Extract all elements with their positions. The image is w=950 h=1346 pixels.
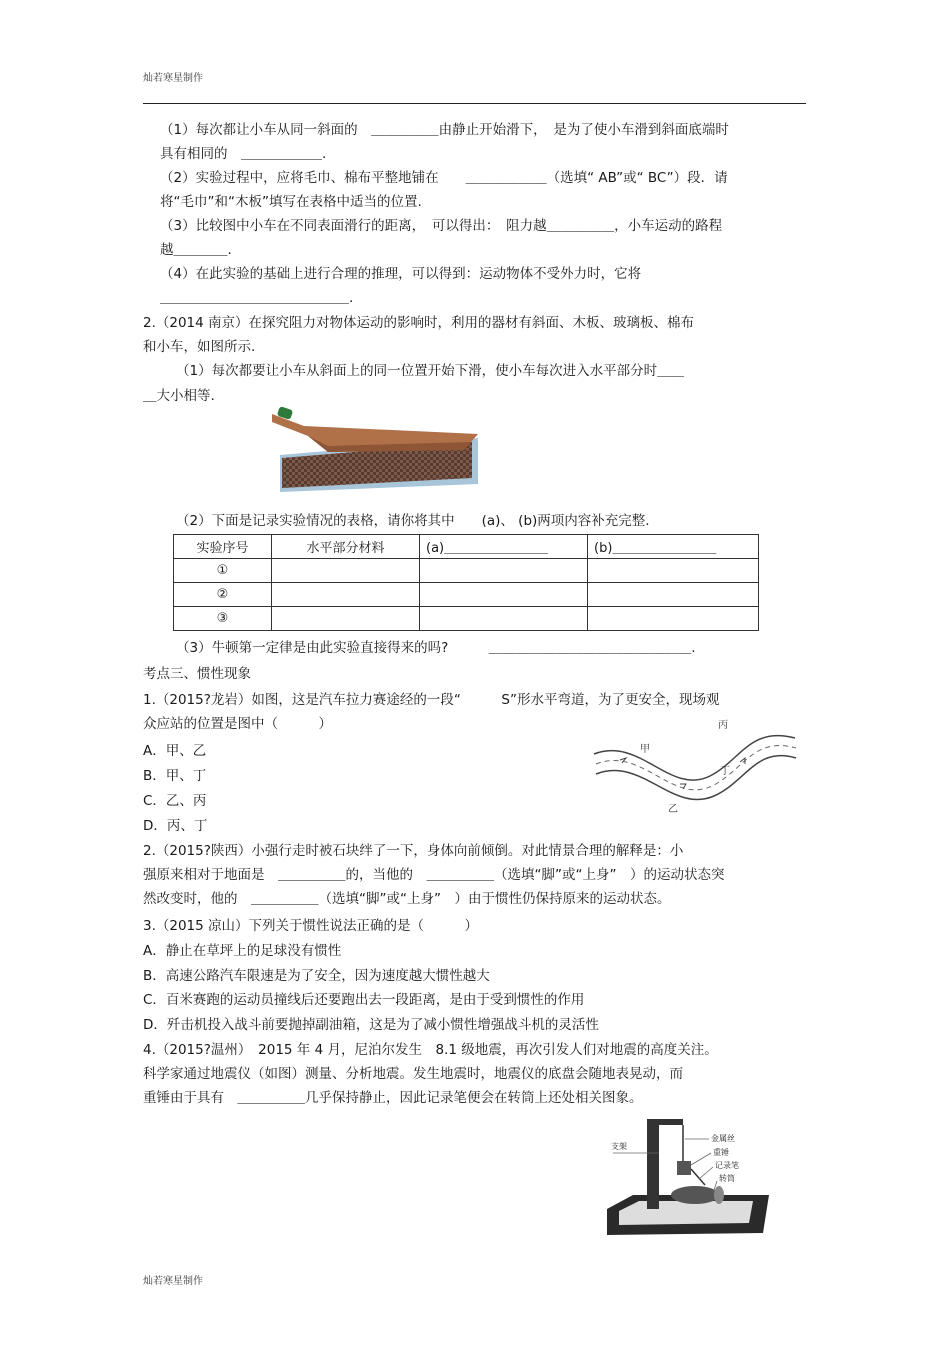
figure-label: 记录笔 [715,1161,739,1170]
text-line: 2.（2014 南京）在探究阻力对物体运动的影响时，利用的器材有斜面、木板、玻璃板、棉布 [143,315,695,331]
table-row [174,559,759,583]
text-line: ＿＿＿＿＿＿＿＿＿＿＿＿＿＿. [160,290,354,306]
text-line: 然改变时，他的 ＿＿＿＿＿（选填“脚”或“上身” ）由于惯性仍保持原来的运动状态。 [143,891,671,907]
option-b: B．甲、丁 [143,768,207,784]
s-curve-track-figure [590,716,800,816]
figure-label: 转筒 [719,1174,735,1183]
table-header-cell: 水平部分材料 [272,535,420,559]
page-header: 灿若寒星制作 [143,73,203,84]
text-line: 重锤由于具有 ＿＿＿＿＿几乎保持静止，因此记录笔便会在转筒上还处相关图象。 [143,1090,643,1106]
table-header-cell: (b)＿＿＿＿＿＿＿＿ [588,535,759,559]
option-c: C．乙、丙 [143,793,207,809]
table-cell[interactable] [272,607,420,631]
text-line: 3.（2015 凉山）下列关于惯性说法正确的是（ ） [143,918,479,934]
text-line: 2.（2015?陕西）小强行走时被石块绊了一下，身体向前倾倒。对此情景合理的解释是：小 [143,843,684,859]
table-header-cell: (a)＿＿＿＿＿＿＿＿ [420,535,588,559]
ramp-figure [268,400,484,500]
table-cell[interactable] [272,559,420,583]
table-cell: ① [174,559,272,583]
text-line: 越＿＿＿＿. [160,242,232,258]
figure-label: 重锤 [713,1148,729,1157]
page-footer: 灿若寒星制作 [143,1276,203,1287]
text-line: （3）比较图中小车在不同表面滑行的距离， 可以得出： 阻力越＿＿＿＿＿，小车运动的路程 [160,218,723,234]
text-line: 科学家通过地震仪（如图）测量、分析地震。发生地震时，地震仪的底盘会随地表晃动，而 [143,1066,683,1082]
text-line: （3）牛顿第一定律是由此实验直接得来的吗? ＿＿＿＿＿＿＿＿＿＿＿＿＿＿＿. [176,640,696,656]
text-line: 强原来相对于地面是 ＿＿＿＿＿的，当他的 ＿＿＿＿＿（选填“脚”或“上身” ）的运动状态突 [143,867,725,883]
table-cell[interactable] [588,583,759,607]
figure-label: 金属丝 [711,1134,735,1143]
table-cell[interactable] [588,559,759,583]
text-line: ＿大小相等. [143,388,215,404]
text-line: 1.（2015?龙岩）如图，这是汽车拉力赛途经的一段“ S”形水平弯道，为了更安全，现场观 [143,692,720,708]
option-d: D．丙、丁 [143,818,208,834]
text-line: 4.（2015?温州） 2015 年 4 月，尼泊尔发生 8.1 级地震，再次引发人们对地震的高度关注。 [143,1042,718,1058]
option-a: A．静止在草坪上的足球没有惯性 [143,943,342,959]
option-d: D．歼击机投入战斗前要抛掉副油箱，这是为了减小惯性增强战斗机的灵活性 [143,1017,599,1033]
text-line: （1）每次都让小车从同一斜面的 ＿＿＿＿＿由静止开始滑下， 是为了使小车滑到斜面底端时 [160,122,729,138]
table-cell: ② [174,583,272,607]
table-cell[interactable] [420,583,588,607]
option-a: A．甲、乙 [143,743,207,759]
table-cell: ③ [174,607,272,631]
track-label: 乙 [668,804,678,815]
text-line: （2）下面是记录实验情况的表格，请你将其中 (a)、 (b)两项内容补充完整. [176,513,650,529]
text-line: 和小车，如图所示. [143,339,256,355]
text-line: 具有相同的 ＿＿＿＿＿＿. [160,146,327,162]
text-line: 将“毛巾”和“木板”填写在表格中适当的位置. [160,194,422,210]
figure-label: 支架 [611,1142,627,1151]
table-row [174,607,759,631]
table-cell[interactable] [588,607,759,631]
record-table [173,534,759,631]
table-row [174,583,759,607]
text-line: （2）实验过程中，应将毛巾、棉布平整地铺在 ＿＿＿＿＿＿（选填“ AB”或“ BC”）段．请 [160,170,728,186]
track-label: 丁 [720,766,730,777]
text-line: （1）每次都要让小车从斜面上的同一位置开始下滑，使小车每次进入水平部分时＿＿ [176,363,685,379]
table-cell[interactable] [420,607,588,631]
text-line: （4）在此实验的基础上进行合理的推理，可以得到：运动物体不受外力时，它将 [160,266,642,282]
table-cell[interactable] [420,559,588,583]
seismograph-figure [603,1113,773,1239]
table-header-cell: 实验序号 [174,535,272,559]
header-rule [143,103,806,104]
track-label: 甲 [640,744,650,755]
option-c: C．百米赛跑的运动员撞线后还要跑出去一段距离，是由于受到惯性的作用 [143,992,585,1008]
text-line: 众应站的位置是图中（ ） [143,716,332,732]
track-label: 丙 [718,720,728,731]
section-heading: 考点三、惯性现象 [143,666,251,682]
option-b: B．高速公路汽车限速是为了安全，因为速度越大惯性越大 [143,968,490,984]
table-cell[interactable] [272,583,420,607]
